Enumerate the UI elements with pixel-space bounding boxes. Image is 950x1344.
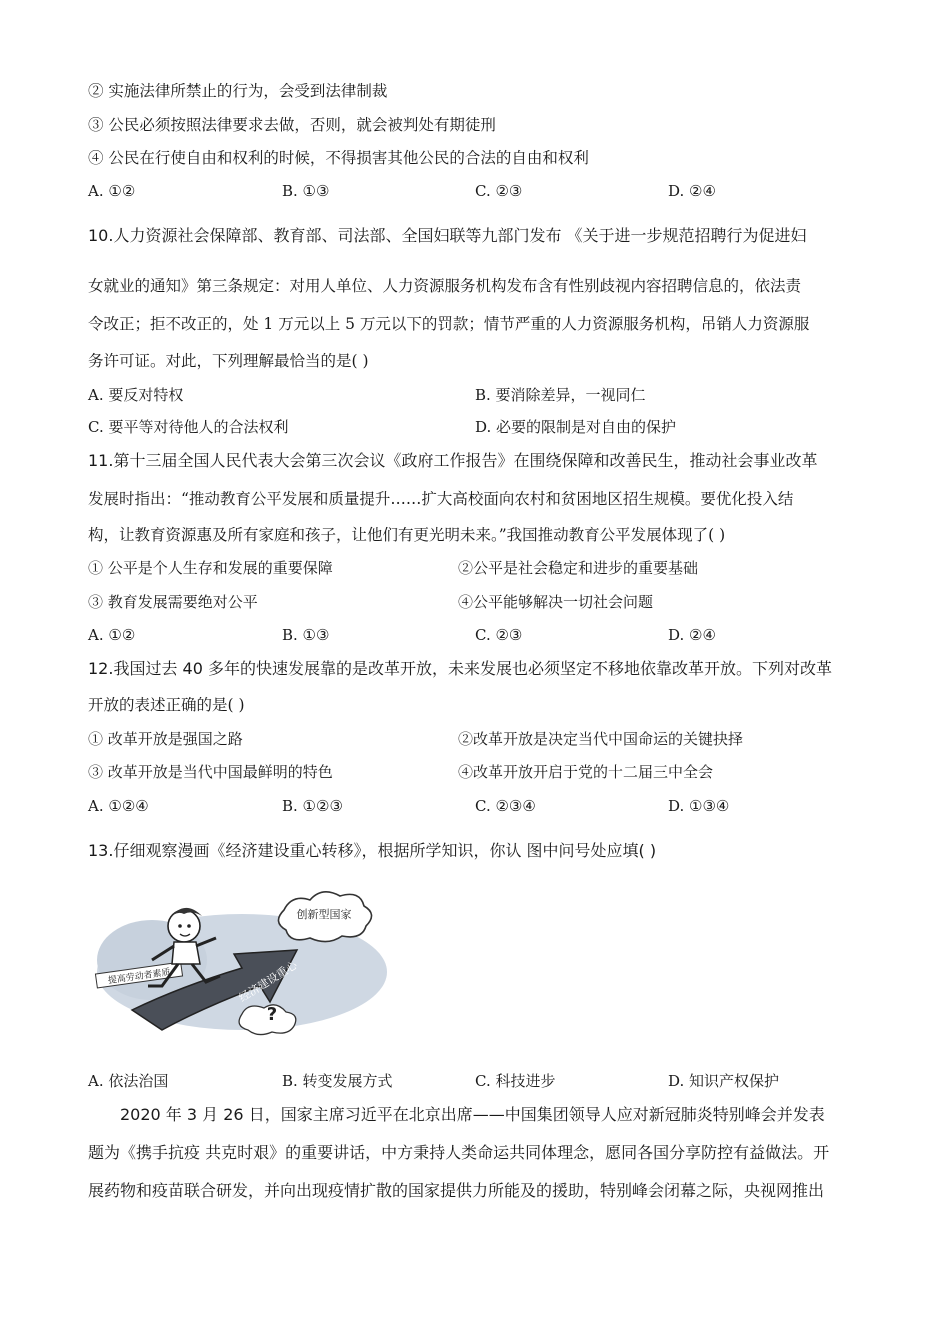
arrow-label: 经济建设重心 <box>236 958 300 1005</box>
q10-option-a: A. 要反对特权 <box>88 386 184 404</box>
q11-item-1: ① 公平是个人生存和发展的重要保障 <box>88 559 333 577</box>
economic-construction-cartoon <box>92 890 392 1040</box>
q10-option-d: D. 必要的限制是对自由的保护 <box>475 418 677 436</box>
q13-option-b: B. 转变发展方式 <box>282 1072 393 1090</box>
q11-option-a: A. ①② <box>88 626 136 644</box>
q11-option-b: B. ①③ <box>282 626 330 644</box>
q10-stem-line-1: 10.人力资源社会保障部、教育部、司法部、全国妇联等九部门发布 《关于进一步规范招聘行为促进妇 <box>88 226 807 245</box>
q12-item-1: ① 改革开放是强国之路 <box>88 730 243 748</box>
q12-item-2: ②改革开放是决定当代中国命运的关键抉择 <box>458 730 744 748</box>
q10-stem-line-4: 务许可证。对此，下列理解最恰当的是( ) <box>88 352 369 370</box>
passage-line-3: 展药物和疫苗联合研发，并向出现疫情扩散的国家提供力所能及的援助，特别峰会闭幕之际，央视网推出 <box>88 1181 825 1200</box>
q10-stem-line-2: 女就业的通知》第三条规定：对用人单位、人力资源服务机构发布含有性别歧视内容招聘信息的，依法责 <box>88 277 802 295</box>
q12-item-4: ④改革开放开启于党的十二届三中全会 <box>458 763 714 781</box>
question-mark: ? <box>266 1004 278 1025</box>
q9-option-a: A. ①② <box>88 182 136 200</box>
q9-option-d: D. ②④ <box>668 182 716 200</box>
q11-item-3: ③ 教育发展需要绝对公平 <box>88 593 258 611</box>
q13-option-d: D. 知识产权保护 <box>668 1072 780 1090</box>
q12-option-d: D. ①③④ <box>668 797 730 815</box>
q13-option-c: C. 科技进步 <box>475 1072 556 1090</box>
q9-item-2: ② 实施法律所禁止的行为，会受到法律制裁 <box>88 82 388 100</box>
q12-option-c: C. ②③④ <box>475 797 536 815</box>
q12-option-b: B. ①②③ <box>282 797 343 815</box>
q11-stem-line-1: 11.第十三届全国人民代表大会第三次会议《政府工作报告》在围绕保障和改善民生，推动社会事业改革 <box>88 451 818 470</box>
q11-stem-line-2: 发展时指出：“推动教育公平发展和质量提升……扩大高校面向农村和贫困地区招生规模。要优化投入结 <box>88 490 794 508</box>
q11-option-d: D. ②④ <box>668 626 716 644</box>
q10-option-b: B. 要消除差异，一视同仁 <box>475 386 646 404</box>
q13-stem-line-1: 13.仔细观察漫画《经济建设重心转移》，根据所学知识，你认 图中问号处应填( ) <box>88 841 657 860</box>
q11-stem-line-3: 构，让教育资源惠及所有家庭和孩子，让他们有更光明未来。”我国推动教育公平发展体现了( ) <box>88 526 726 544</box>
passage-line-2: 题为《携手抗疫 共克时艰》的重要讲话，中方秉持人类命运共同体理念，愿同各国分享防控有益做法。开 <box>88 1143 830 1162</box>
q9-option-b: B. ①③ <box>282 182 330 200</box>
sign-label: 提高劳动者素质 <box>107 967 172 987</box>
q12-option-a: A. ①②④ <box>88 797 149 815</box>
passage-line-1: 2020 年 3 月 26 日，国家主席习近平在北京出席——中国集团领导人应对新冠肺炎特别峰会并发表 <box>120 1105 825 1124</box>
innovative-country-cloud <box>278 892 371 942</box>
q12-stem-line-2: 开放的表述正确的是( ) <box>88 696 245 714</box>
q9-item-3: ③ 公民必须按照法律要求去做，否则，就会被判处有期徒刑 <box>88 116 496 134</box>
q12-stem-line-1: 12.我国过去 40 多年的快速发展靠的是改革开放，未来发展也必须坚定不移地依靠改革开放。下列对改革 <box>88 659 832 678</box>
q11-option-c: C. ②③ <box>475 626 523 644</box>
q11-item-4: ④公平能够解决一切社会问题 <box>458 593 654 611</box>
q11-item-2: ②公平是社会稳定和进步的重要基础 <box>458 559 699 577</box>
q10-stem-line-3: 令改正；拒不改正的，处 1 万元以上 5 万元以下的罚款；情节严重的人力资源服务机构，吊销人力资源服 <box>88 315 810 333</box>
q12-item-3: ③ 改革开放是当代中国最鲜明的特色 <box>88 763 333 781</box>
cloud-label: 创新型国家 <box>296 908 352 921</box>
q10-option-c: C. 要平等对待他人的合法权利 <box>88 418 289 436</box>
q9-item-4: ④ 公民在行使自由和权利的时候，不得损害其他公民的合法的自由和权利 <box>88 149 589 167</box>
q9-option-c: C. ②③ <box>475 182 523 200</box>
q13-option-a: A. 依法治国 <box>88 1072 169 1090</box>
